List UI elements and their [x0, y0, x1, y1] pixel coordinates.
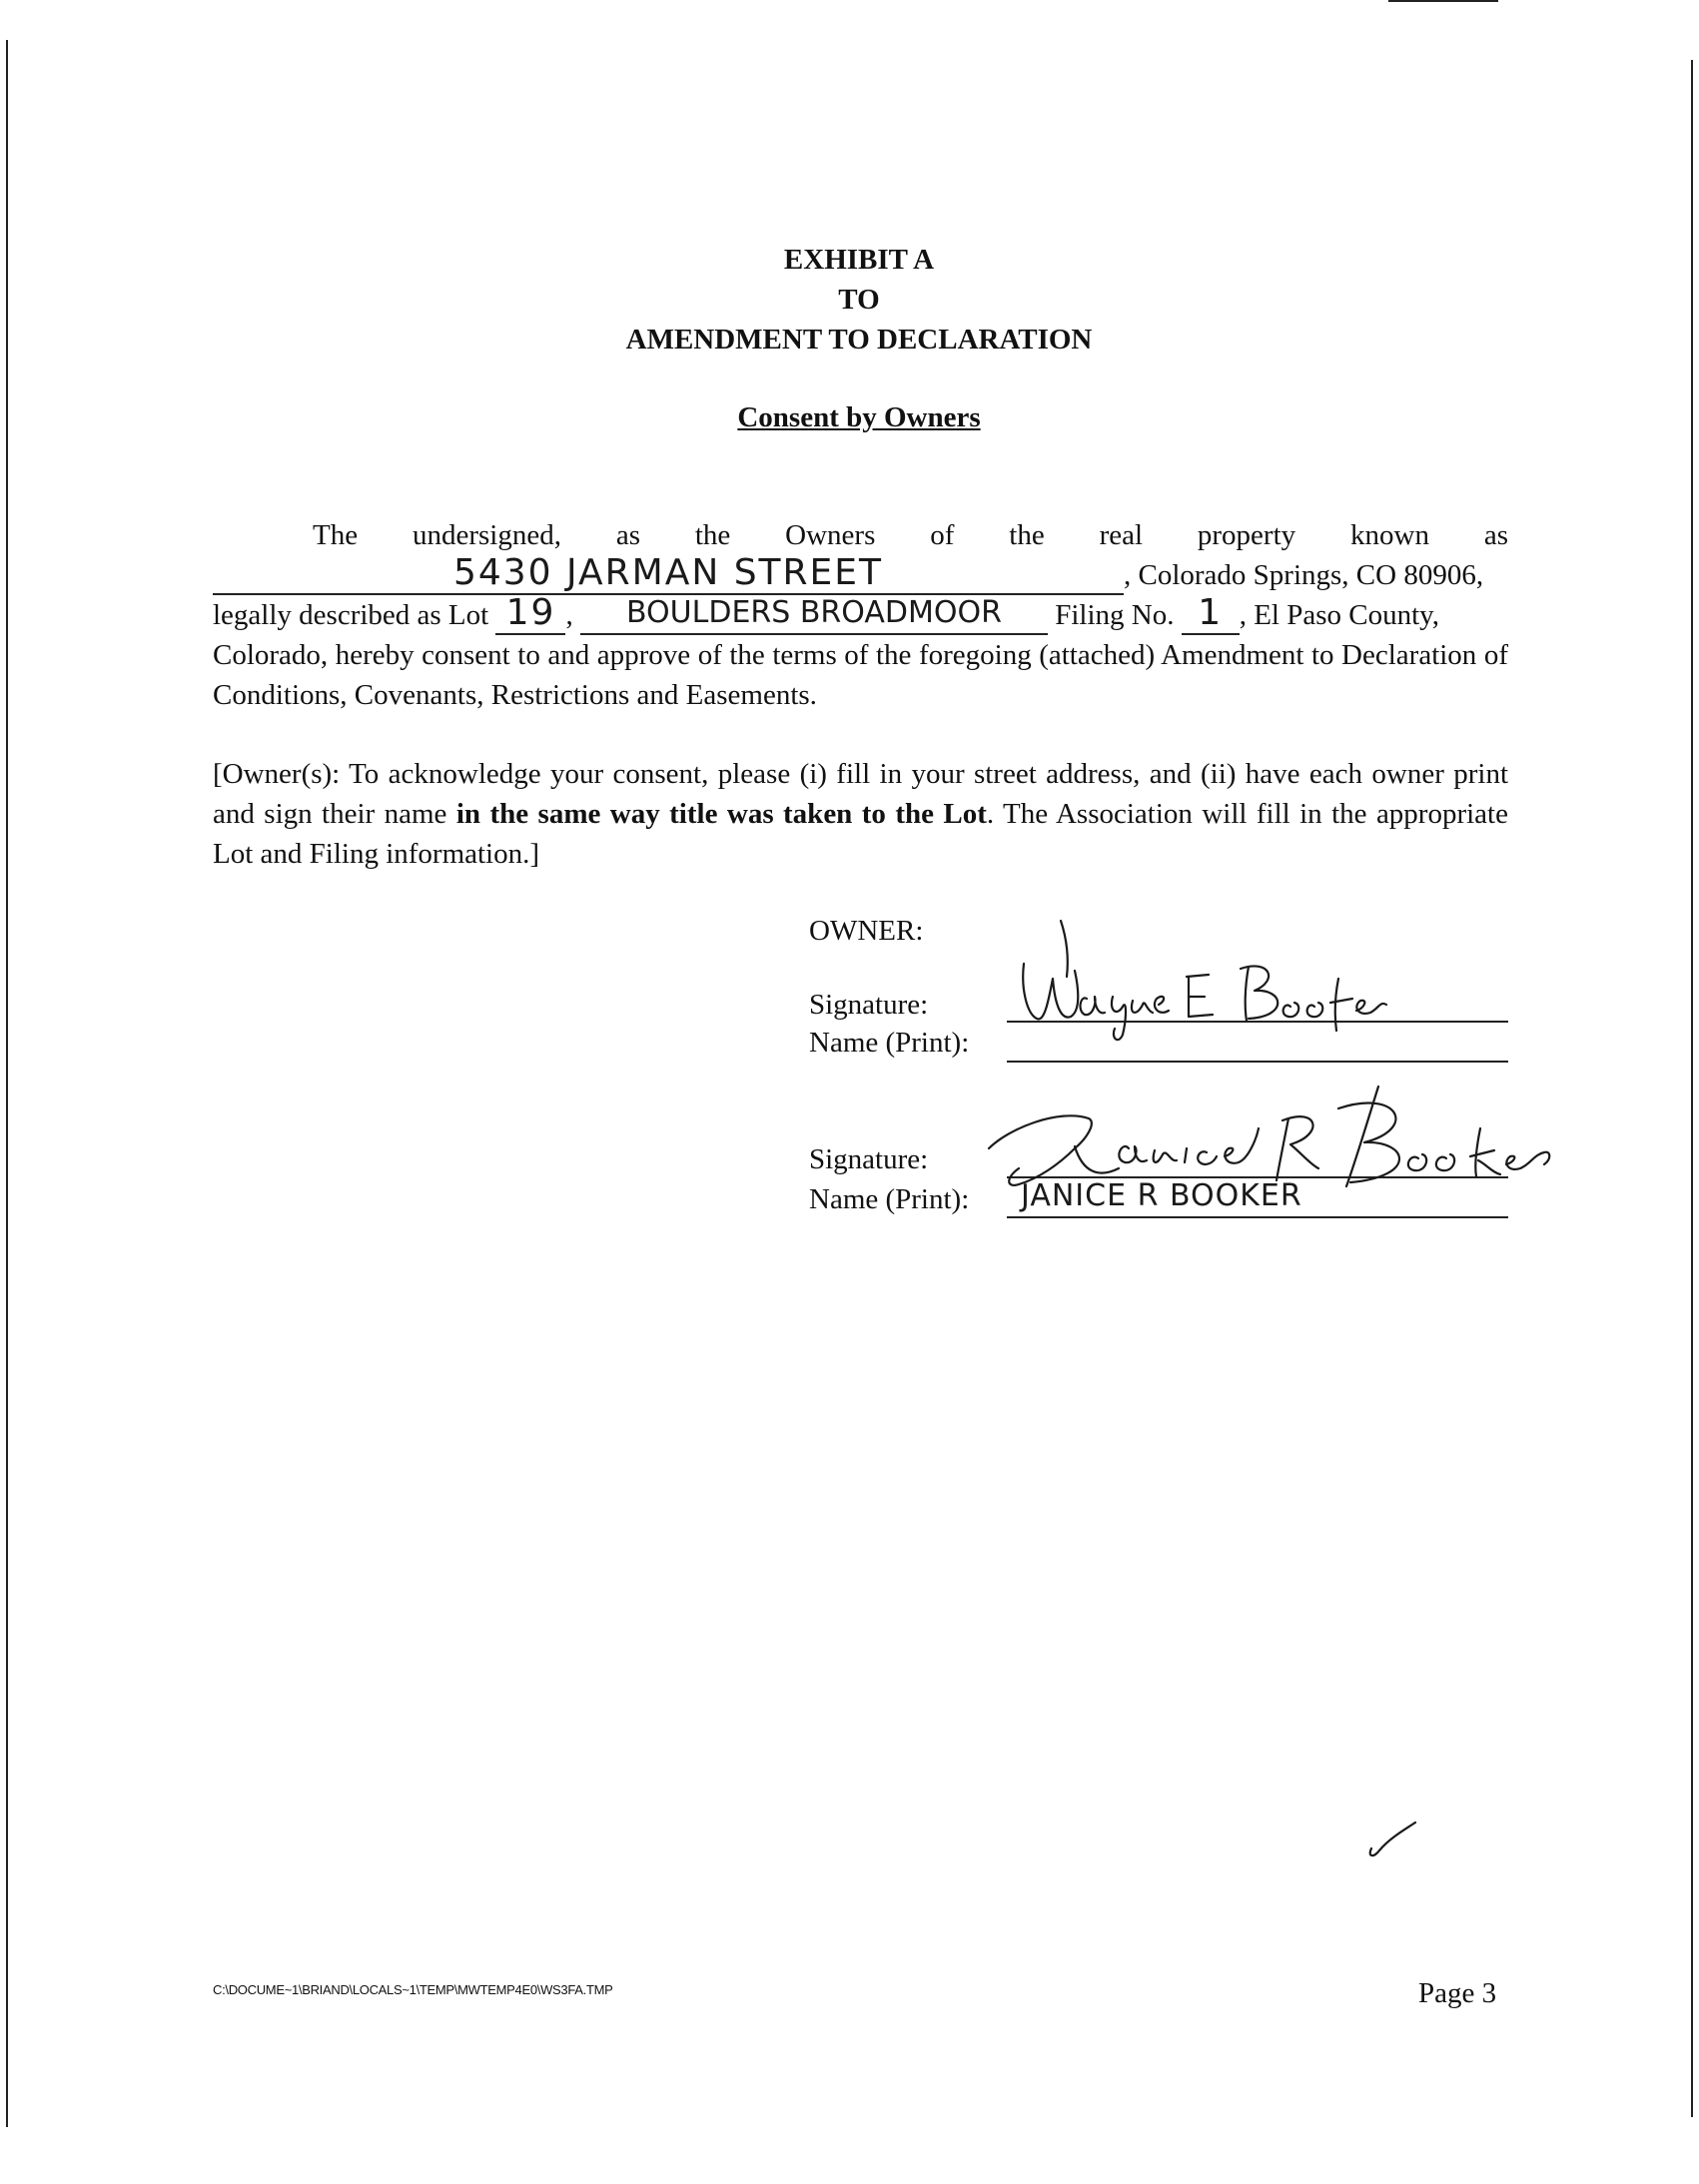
scan-edge-top-right	[1388, 0, 1498, 2]
page-number: Page 3	[1418, 1977, 1497, 2009]
name-label-1: Name (Print):	[809, 1027, 970, 1059]
instructions-part2: . The Association will fill in the appropriate Lot and Filing information.]	[213, 798, 1508, 870]
exhibit-title: EXHIBIT A	[783, 244, 935, 276]
county: , El Paso County,	[1239, 599, 1440, 631]
legal-description-row	[213, 592, 1508, 635]
street-address-value: 5430 JARMAN STREET	[452, 552, 884, 593]
lot-number-value: 19	[505, 592, 556, 633]
filing-label: Filing No.	[1055, 599, 1175, 631]
instructions-paragraph	[213, 754, 1508, 874]
name-line-2[interactable]	[1007, 1216, 1508, 1218]
check-mark-icon	[1363, 1813, 1423, 1862]
instructions-part1: [Owner(s): To acknowledge your consent, please (i) fill in your street address, and (ii) have each owner print and sign their name	[213, 758, 1508, 830]
owner-label: OWNER:	[809, 915, 924, 947]
filing-number-value: 1	[1198, 592, 1224, 633]
legal-prefix: legally described as Lot	[213, 599, 489, 631]
address-row	[213, 552, 1508, 595]
city-state-zip: , Colorado Springs, CO 80906,	[1124, 559, 1484, 591]
filing-number-field[interactable]	[1182, 592, 1240, 635]
name-label-2: Name (Print):	[809, 1183, 970, 1215]
subdivision-field[interactable]	[580, 595, 1048, 635]
signature-label-2: Signature:	[809, 1143, 929, 1175]
street-address-field[interactable]	[213, 552, 1124, 595]
instructions-bold: in the same way title was taken to the Lot	[455, 798, 987, 830]
exhibit-to: TO	[838, 284, 880, 316]
name-line-1[interactable]	[1007, 1061, 1508, 1063]
scan-edge-right	[1691, 60, 1693, 2117]
signature-wayne-booker	[1009, 919, 1428, 1049]
lot-comma: ,	[565, 599, 573, 631]
signature-label-1: Signature:	[809, 989, 929, 1021]
file-path: C:\DOCUME~1\BRIAND\LOCALS~1\TEMP\MWTEMP4E0\WS3FA.TMP	[213, 1982, 613, 1997]
consent-line-1: The undersigned, as the Owners of the real property known as	[313, 519, 1508, 551]
consent-rest: Colorado, hereby consent to and approve of the terms of the foregoing (attached) Amendment to Declaration of Conditions, Covenants, Restrictions and Easements.	[213, 639, 1508, 711]
printed-name-2: JANICE R BOOKER	[1021, 1178, 1302, 1213]
subdivision-value: BOULDERS BROADMOOR	[626, 595, 1002, 630]
amendment-title: AMENDMENT TO DECLARATION	[625, 324, 1093, 356]
lot-number-field[interactable]	[495, 592, 565, 635]
consent-title: Consent by Owners	[737, 401, 981, 433]
